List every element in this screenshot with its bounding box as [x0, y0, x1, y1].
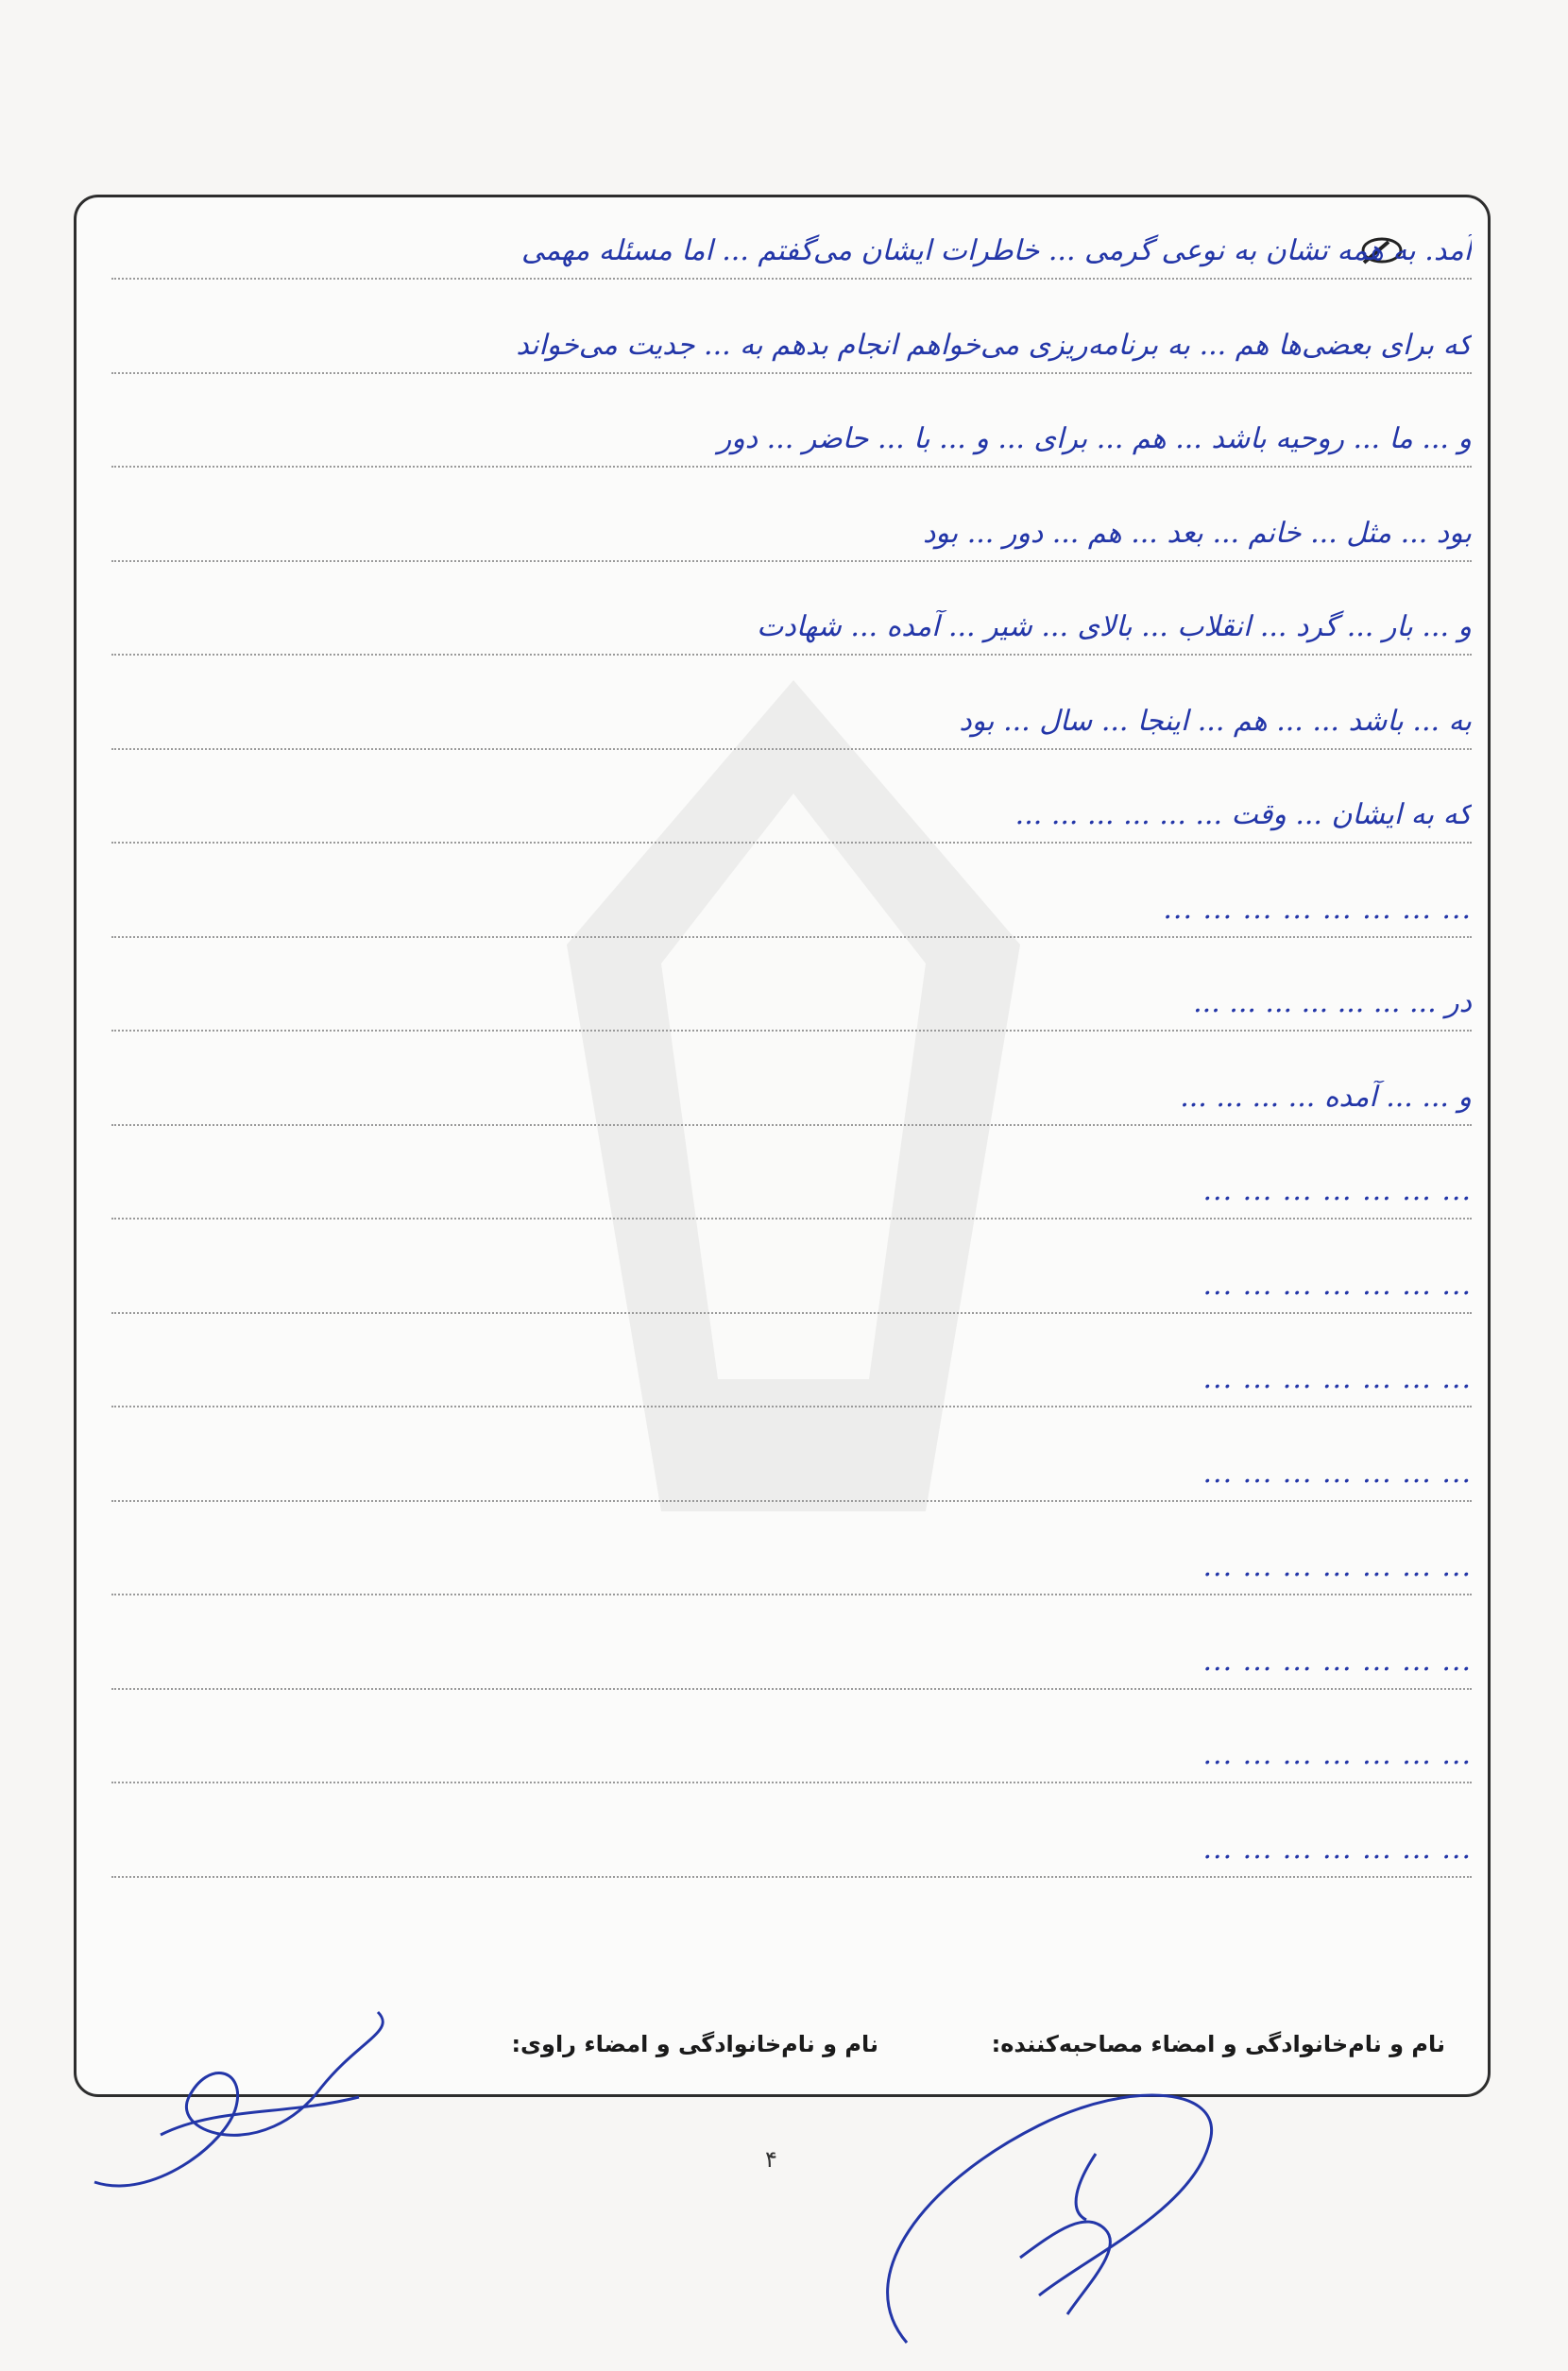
handwritten-line: ... ... ... ... ... ... ...	[1202, 1269, 1472, 1302]
ruled-line	[111, 1594, 1472, 1595]
handwritten-line: که به ایشان ... وقت ... ... ... ... ... ...	[1014, 798, 1472, 831]
narrator-signature-label: نام و نام‌خانوادگی و امضاء راوی:	[511, 2031, 878, 2057]
handwritten-line: ... ... ... ... ... ... ...	[1202, 1738, 1472, 1771]
handwritten-line: در ... ... ... ... ... ... ...	[1193, 986, 1472, 1019]
handwritten-line: ... ... ... ... ... ... ...	[1202, 1174, 1472, 1207]
handwritten-line: ... ... ... ... ... ... ...	[1202, 1362, 1472, 1395]
ruled-line	[111, 1124, 1472, 1126]
handwritten-line: ... ... ... ... ... ... ...	[1202, 1550, 1472, 1583]
handwritten-line: و ... بار ... گرد ... انقلاب ... بالای ... شیر ... آمده ... شهادت	[757, 610, 1472, 643]
handwritten-line: ... ... ... ... ... ... ...	[1202, 1833, 1472, 1866]
ruled-line	[111, 560, 1472, 562]
ruled-line	[111, 936, 1472, 938]
interviewer-signature-label: نام و نام‌خانوادگی و امضاء مصاحبه‌کننده:	[991, 2031, 1445, 2057]
ruled-line	[111, 842, 1472, 844]
ruled-line	[111, 748, 1472, 750]
ruled-line	[111, 1500, 1472, 1502]
ruled-line	[111, 1876, 1472, 1878]
ruled-line	[111, 1688, 1472, 1690]
ruled-line	[111, 1406, 1472, 1407]
ruled-line	[111, 278, 1472, 280]
handwritten-line: بود ... مثل ... خانم ... بعد ... هم ... دور ... بود	[922, 517, 1472, 550]
handwritten-line: ... ... ... ... ... ... ... ...	[1163, 893, 1472, 926]
ruled-line	[111, 1030, 1472, 1032]
ruled-line	[111, 654, 1472, 656]
handwritten-line: ... ... ... ... ... ... ...	[1202, 1457, 1472, 1490]
handwritten-line: ... ... ... ... ... ... ...	[1202, 1645, 1472, 1678]
ruled-line	[111, 466, 1472, 468]
handwritten-line: به ... باشد ... ... هم ... اینجا ... سال ... بود	[959, 705, 1472, 738]
page-number: ۴	[765, 2146, 777, 2173]
ruled-line	[111, 372, 1472, 374]
ruled-line	[111, 1218, 1472, 1220]
ruled-line	[111, 1782, 1472, 1783]
ruled-line	[111, 1312, 1472, 1314]
handwritten-line: که برای بعضی‌ها هم ... به برنامه‌ریزی می‌خواهم انجام بدهم به ... جدیت می‌خواند	[516, 329, 1472, 362]
interviewer-signature	[850, 2069, 1247, 2352]
handwritten-line: آمد. به همه تشان به نوعی گرمی ... خاطرات ایشان می‌گفتم ... اما مسئله مهمی	[520, 234, 1472, 267]
handwritten-line: و ... ما ... روحیه باشد ... هم ... برای ... و ... با ... حاضر ... دور	[717, 422, 1472, 455]
handwritten-line: و ... ... آمده ... ... ... ...	[1180, 1081, 1472, 1114]
narrator-signature	[76, 1993, 416, 2220]
